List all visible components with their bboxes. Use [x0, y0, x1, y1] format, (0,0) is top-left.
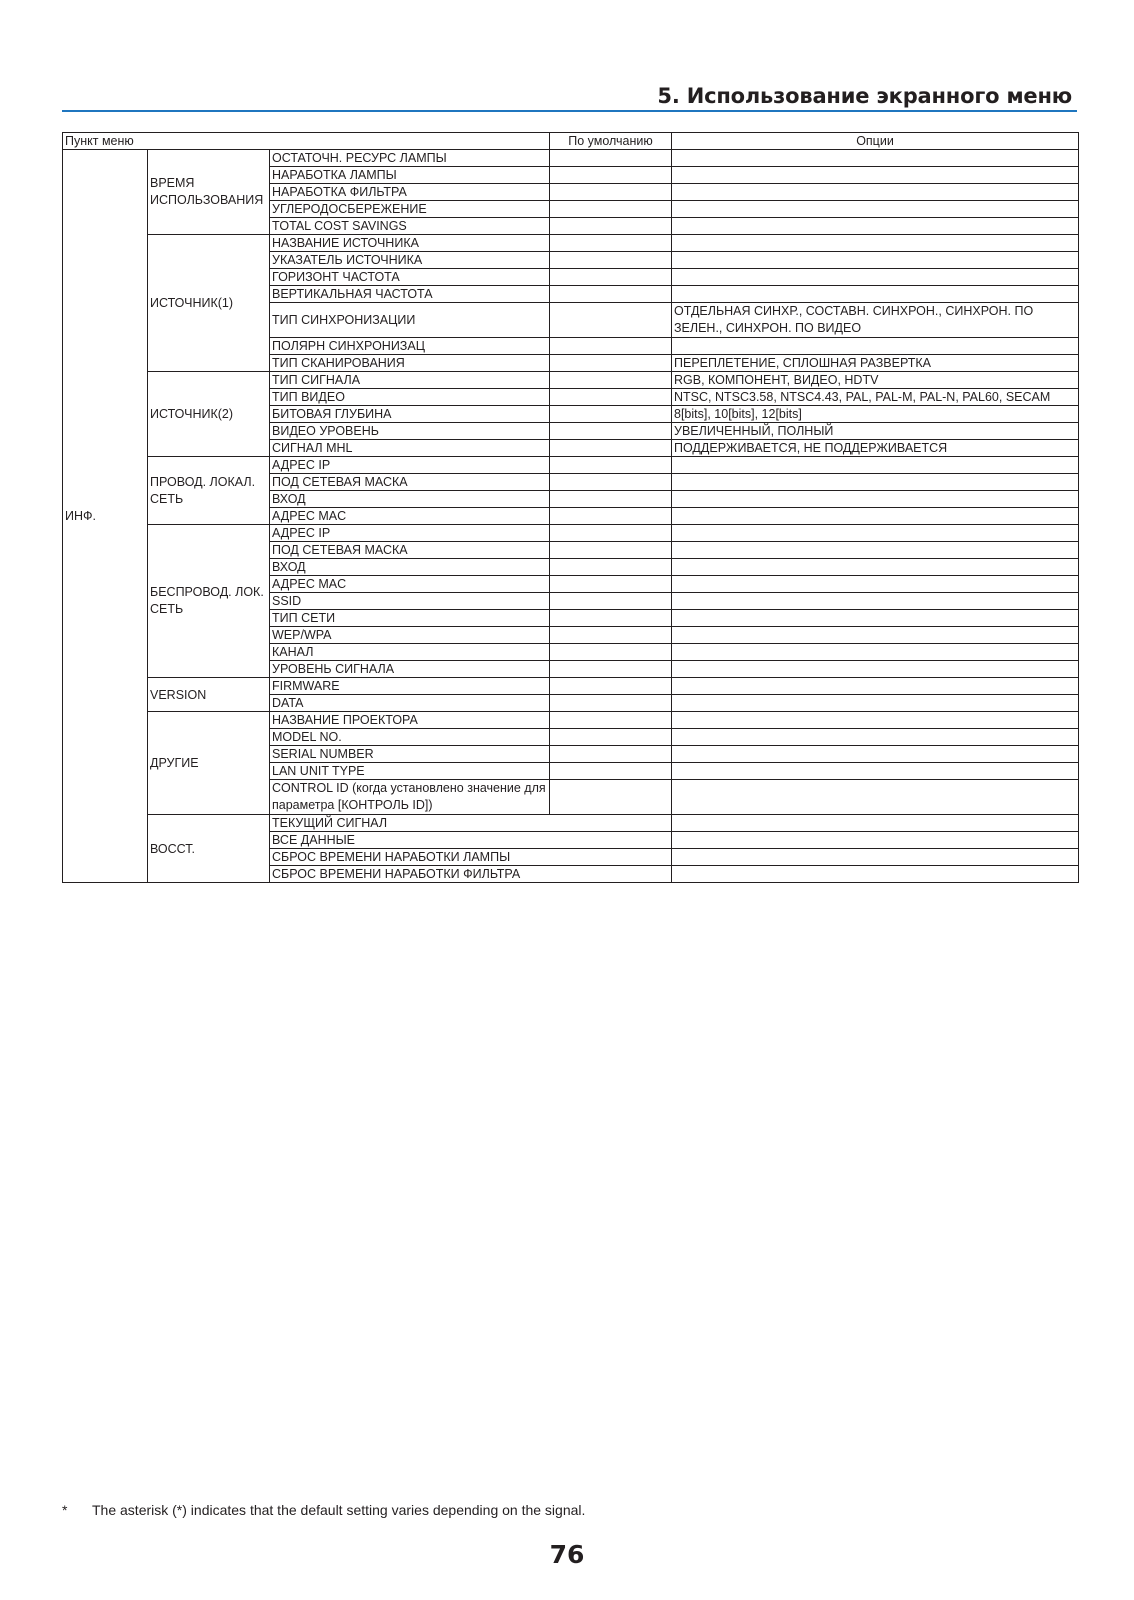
menu-item: ВХОД	[270, 491, 550, 508]
options-cell: ПОДДЕРЖИВАЕТСЯ, НЕ ПОДДЕРЖИВАЕТСЯ	[672, 440, 1079, 457]
table-row	[63, 815, 1079, 832]
subgroup-label-wireless-lan: БЕСПРОВОД. ЛОК. СЕТЬ	[148, 525, 270, 678]
menu-table	[62, 132, 1079, 883]
default-cell	[550, 678, 672, 695]
menu-item: УРОВЕНЬ СИГНАЛА	[270, 661, 550, 678]
menu-item: DATA	[270, 695, 550, 712]
table-row	[63, 457, 1079, 474]
options-cell	[672, 286, 1079, 303]
default-cell	[550, 235, 672, 252]
options-cell: RGB, КОМПОНЕНТ, ВИДЕО, HDTV	[672, 372, 1079, 389]
options-cell	[672, 780, 1079, 815]
subgroup-label-source1: ИСТОЧНИК(1)	[148, 235, 270, 372]
options-cell	[672, 338, 1079, 355]
options-cell	[672, 678, 1079, 695]
options-cell: 8[bits], 10[bits], 12[bits]	[672, 406, 1079, 423]
menu-item: SERIAL NUMBER	[270, 746, 550, 763]
menu-item: ПОД СЕТЕВАЯ МАСКА	[270, 542, 550, 559]
default-cell	[550, 474, 672, 491]
menu-item: ТИП СИГНАЛА	[270, 372, 550, 389]
default-cell	[550, 440, 672, 457]
options-cell	[672, 746, 1079, 763]
options-cell	[672, 627, 1079, 644]
table-row	[63, 150, 1079, 167]
default-cell	[672, 866, 1079, 883]
column-header-item: Пункт меню	[63, 133, 550, 150]
options-cell: ОТДЕЛЬНАЯ СИНХР., СОСТАВН. СИНХРОН., СИНХРОН. ПО ЗЕЛЕН., СИНХРОН. ПО ВИДЕО	[672, 303, 1079, 338]
options-cell	[672, 542, 1079, 559]
options-cell	[672, 695, 1079, 712]
options-cell: ПЕРЕПЛЕТЕНИЕ, СПЛОШНАЯ РАЗВЕРТКА	[672, 355, 1079, 372]
menu-item: СИГНАЛ MHL	[270, 440, 550, 457]
default-cell	[550, 763, 672, 780]
table-row	[63, 712, 1079, 729]
options-cell	[672, 610, 1079, 627]
group-label-info: ИНФ.	[63, 150, 148, 883]
default-cell	[550, 644, 672, 661]
default-cell	[550, 525, 672, 542]
menu-item: ТЕКУЩИЙ СИГНАЛ	[270, 815, 672, 832]
options-cell	[672, 661, 1079, 678]
options-cell	[672, 269, 1079, 286]
footnote	[62, 1502, 585, 1518]
menu-item: ВХОД	[270, 559, 550, 576]
menu-item: MODEL NO.	[270, 729, 550, 746]
page-number: 76	[549, 1540, 585, 1569]
menu-item: БИТОВАЯ ГЛУБИНА	[270, 406, 550, 423]
options-cell	[672, 474, 1079, 491]
default-cell	[550, 150, 672, 167]
options-cell	[672, 576, 1079, 593]
menu-item: КАНАЛ	[270, 644, 550, 661]
options-cell	[672, 508, 1079, 525]
options-cell	[672, 252, 1079, 269]
menu-item: ТИП СИНХРОНИЗАЦИИ	[270, 303, 550, 338]
menu-item: ВИДЕО УРОВЕНЬ	[270, 423, 550, 440]
options-cell	[672, 525, 1079, 542]
menu-item: НАЗВАНИЕ ИСТОЧНИКА	[270, 235, 550, 252]
menu-item: ТИП СЕТИ	[270, 610, 550, 627]
options-cell	[672, 218, 1079, 235]
default-cell	[550, 184, 672, 201]
default-cell	[550, 389, 672, 406]
default-cell	[550, 746, 672, 763]
default-cell	[672, 832, 1079, 849]
options-cell	[672, 150, 1079, 167]
options-cell: УВЕЛИЧЕННЫЙ, ПОЛНЫЙ	[672, 423, 1079, 440]
footnote-mark: *	[62, 1502, 68, 1518]
default-cell	[550, 303, 672, 338]
subgroup-label-source2: ИСТОЧНИК(2)	[148, 372, 270, 457]
footnote-text: The asterisk (*) indicates that the default setting varies depending on the signal.	[92, 1502, 586, 1518]
default-cell	[550, 457, 672, 474]
options-cell	[672, 235, 1079, 252]
default-cell	[550, 593, 672, 610]
options-cell	[672, 201, 1079, 218]
table-row	[63, 372, 1079, 389]
table-row	[63, 235, 1079, 252]
options-cell	[672, 644, 1079, 661]
menu-item: ВСЕ ДАННЫЕ	[270, 832, 672, 849]
options-cell	[672, 184, 1079, 201]
default-cell	[550, 218, 672, 235]
menu-item: ГОРИЗОНТ ЧАСТОТА	[270, 269, 550, 286]
default-cell	[550, 729, 672, 746]
menu-item: АДРЕС MAC	[270, 508, 550, 525]
default-cell	[672, 849, 1079, 866]
default-cell	[550, 780, 672, 815]
default-cell	[550, 286, 672, 303]
column-header-default: По умолчанию	[550, 133, 672, 150]
menu-item: ВЕРТИКАЛЬНАЯ ЧАСТОТА	[270, 286, 550, 303]
default-cell	[550, 661, 672, 678]
menu-item: LAN UNIT TYPE	[270, 763, 550, 780]
menu-item: НАРАБОТКА ФИЛЬТРА	[270, 184, 550, 201]
default-cell	[550, 610, 672, 627]
default-cell	[550, 406, 672, 423]
default-cell	[550, 712, 672, 729]
menu-item: ТИП ВИДЕО	[270, 389, 550, 406]
table-row	[63, 525, 1079, 542]
options-cell: NTSC, NTSC3.58, NTSC4.43, PAL, PAL-M, PAL-N, PAL60, SECAM	[672, 389, 1079, 406]
subgroup-label-version: VERSION	[148, 678, 270, 712]
default-cell	[550, 542, 672, 559]
menu-item: АДРЕС IP	[270, 457, 550, 474]
default-cell	[550, 559, 672, 576]
menu-item: ПОЛЯРН СИНХРОНИЗАЦ	[270, 338, 550, 355]
group-label-reset: ВОССТ.	[148, 815, 270, 883]
options-cell	[672, 712, 1079, 729]
menu-item: НАРАБОТКА ЛАМПЫ	[270, 167, 550, 184]
options-cell	[672, 559, 1079, 576]
menu-item: СБРОС ВРЕМЕНИ НАРАБОТКИ ЛАМПЫ	[270, 849, 672, 866]
options-cell	[672, 167, 1079, 184]
menu-item: ТИП СКАНИРОВАНИЯ	[270, 355, 550, 372]
default-cell	[550, 372, 672, 389]
menu-item: АДРЕС MAC	[270, 576, 550, 593]
menu-item: CONTROL ID (когда установлено значение для параметра [КОНТРОЛЬ ID])	[270, 780, 550, 815]
menu-item: УКАЗАТЕЛЬ ИСТОЧНИКА	[270, 252, 550, 269]
column-header-options: Опции	[672, 133, 1079, 150]
menu-item: FIRMWARE	[270, 678, 550, 695]
menu-item: НАЗВАНИЕ ПРОЕКТОРА	[270, 712, 550, 729]
menu-item: SSID	[270, 593, 550, 610]
options-cell	[672, 457, 1079, 474]
default-cell	[550, 491, 672, 508]
subgroup-label-usage-time: ВРЕМЯ ИСПОЛЬЗОВАНИЯ	[148, 150, 270, 235]
default-cell	[550, 252, 672, 269]
default-cell	[550, 695, 672, 712]
default-cell	[550, 627, 672, 644]
default-cell	[550, 201, 672, 218]
default-cell	[550, 508, 672, 525]
default-cell	[550, 423, 672, 440]
default-cell	[550, 269, 672, 286]
default-cell	[550, 167, 672, 184]
options-cell	[672, 729, 1079, 746]
default-cell	[550, 355, 672, 372]
menu-item: ПОД СЕТЕВАЯ МАСКА	[270, 474, 550, 491]
table-header-row	[63, 133, 1079, 150]
menu-item: АДРЕС IP	[270, 525, 550, 542]
menu-item: TOTAL COST SAVINGS	[270, 218, 550, 235]
menu-item: WEP/WPA	[270, 627, 550, 644]
table-row	[63, 678, 1079, 695]
menu-item: ОСТАТОЧН. РЕСУРС ЛАМПЫ	[270, 150, 550, 167]
default-cell	[672, 815, 1079, 832]
menu-item: СБРОС ВРЕМЕНИ НАРАБОТКИ ФИЛЬТРА	[270, 866, 672, 883]
options-cell	[672, 593, 1079, 610]
header-rule	[62, 110, 1077, 112]
subgroup-label-wired-lan: ПРОВОД. ЛОКАЛ. СЕТЬ	[148, 457, 270, 525]
page-title: 5. Использование экранного меню	[657, 84, 1072, 108]
subgroup-label-others: ДРУГИЕ	[148, 712, 270, 815]
menu-item: УГЛЕРОДОСБЕРЕЖЕНИЕ	[270, 201, 550, 218]
options-cell	[672, 491, 1079, 508]
default-cell	[550, 338, 672, 355]
options-cell	[672, 763, 1079, 780]
default-cell	[550, 576, 672, 593]
